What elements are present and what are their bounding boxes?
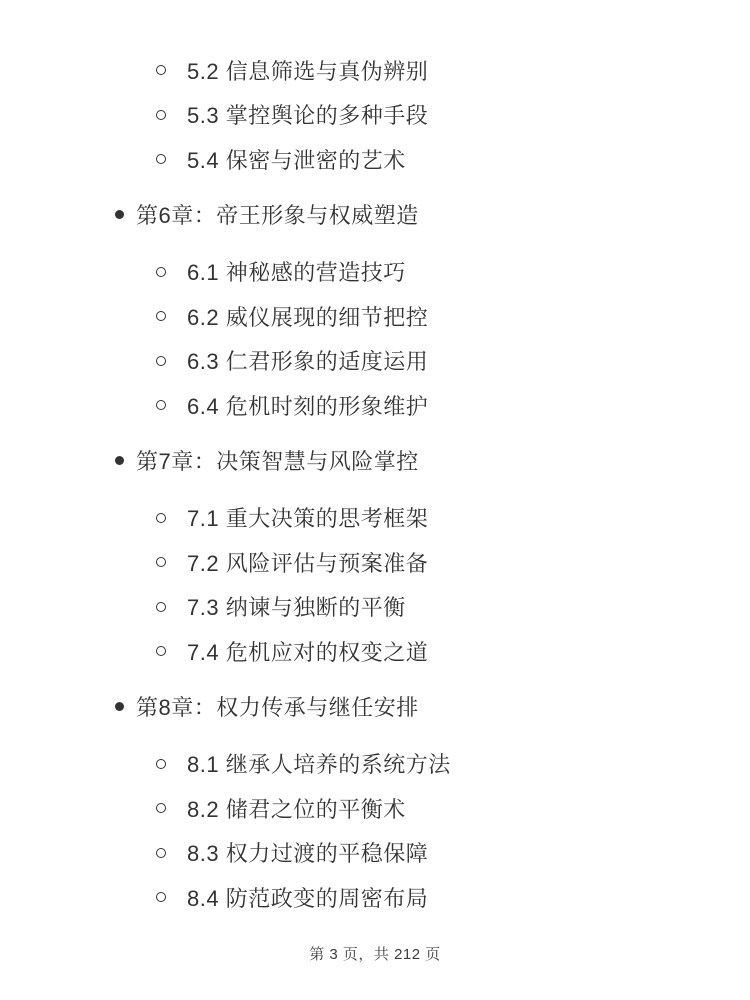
toc-sub-label: 8.1 继承人培养的系统方法 [187, 752, 451, 777]
bullet-circle-icon [156, 759, 166, 769]
bullet-circle-icon [156, 513, 166, 523]
bullet-circle-icon [156, 803, 166, 813]
toc-sub-label: 7.4 危机应对的权变之道 [187, 639, 429, 665]
toc-sub-item [0, 747, 750, 781]
bullet-circle-icon [156, 311, 166, 321]
toc-sub-item [0, 590, 750, 624]
bullet-circle-icon [156, 154, 166, 164]
toc-sub-item [0, 634, 750, 668]
toc-sub-item [0, 880, 750, 914]
bullet-circle-icon [156, 646, 166, 656]
toc-chapter-item [0, 196, 750, 232]
bullet-disc-icon [115, 456, 124, 465]
page-number-footer: 第 3 页，共 212 页 [309, 945, 441, 963]
toc-sub-item [0, 255, 750, 289]
bullet-circle-icon [156, 400, 166, 410]
toc-chapter-item [0, 442, 750, 478]
toc-sub-label: 7.2 风险评估与预案准备 [187, 550, 429, 576]
toc-sub-label: 7.3 纳谏与独断的平衡 [187, 595, 406, 620]
toc-sub-label: 6.2 威仪展现的细节把控 [187, 304, 429, 330]
bullet-disc-icon [115, 210, 124, 219]
bullet-circle-icon [156, 848, 166, 858]
toc-sub-item [0, 791, 750, 825]
toc-sub-label: 6.3 仁君形象的适度运用 [187, 349, 429, 374]
bullet-circle-icon [156, 557, 166, 567]
toc-sub-label: 5.2 信息筛选与真伪辨别 [187, 58, 429, 84]
bullet-circle-icon [156, 110, 166, 120]
toc-sub-label: 7.1 重大决策的思考框架 [187, 506, 429, 531]
toc-sub-label: 5.3 掌控舆论的多种手段 [187, 103, 429, 128]
bullet-circle-icon [156, 356, 166, 366]
toc-sub-label: 8.3 权力过渡的平稳保障 [187, 841, 429, 866]
toc-chapter-label: 第6章：帝王形象与权威塑造 [136, 202, 419, 228]
toc-sub-item [0, 344, 750, 378]
bullet-circle-icon [156, 65, 166, 75]
toc-sub-item [0, 142, 750, 176]
bullet-disc-icon [115, 702, 124, 711]
bullet-circle-icon [156, 892, 166, 902]
toc-sub-item [0, 836, 750, 870]
toc-sub-item [0, 299, 750, 333]
toc-sub-item [0, 98, 750, 132]
toc-sub-item [0, 545, 750, 579]
toc-sub-item [0, 501, 750, 535]
toc-sub-label: 5.4 保密与泄密的艺术 [187, 147, 406, 173]
bullet-circle-icon [156, 602, 166, 612]
toc-sub-label: 8.2 储君之位的平衡术 [187, 796, 406, 822]
toc-sub-item [0, 53, 750, 87]
toc-chapter-label: 第8章：权力传承与继任安排 [136, 694, 419, 720]
toc-sub-label: 6.1 神秘感的营造技巧 [187, 260, 406, 285]
toc-chapter-label: 第7章：决策智慧与风险掌控 [136, 448, 419, 474]
bullet-circle-icon [156, 267, 166, 277]
toc-sub-item [0, 388, 750, 422]
toc-chapter-item [0, 688, 750, 724]
toc-sub-label: 8.4 防范政变的周密布局 [187, 885, 429, 911]
toc-sub-label: 6.4 危机时刻的形象维护 [187, 393, 429, 419]
